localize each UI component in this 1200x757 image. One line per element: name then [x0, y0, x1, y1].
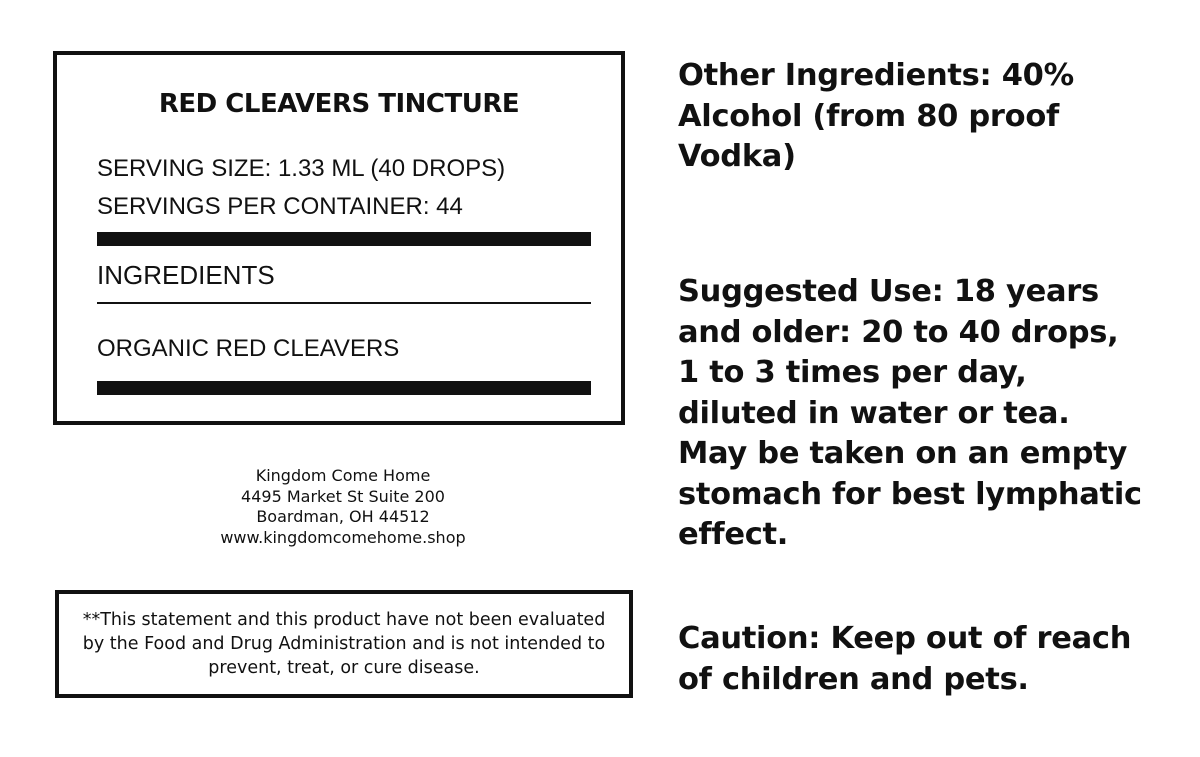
supplement-facts-panel [53, 51, 625, 425]
thick-divider-top [97, 232, 591, 246]
fda-disclaimer-box [55, 590, 633, 698]
ingredients-heading: INGREDIENTS [97, 260, 275, 290]
company-website: www.kingdomcomehome.shop [220, 527, 466, 547]
servings-per-container: SERVINGS PER CONTAINER: 44 [97, 193, 463, 220]
serving-size: SERVING SIZE: 1.33 ML (40 DROPS) [97, 155, 506, 182]
company-name: Kingdom Come Home [255, 466, 431, 485]
other-ingredients: Other Ingredients: 40% Alcohol (from 80 proof Vodka) [678, 58, 1074, 174]
thin-divider [97, 302, 591, 304]
company-address-line2: Boardman, OH 44512 [256, 507, 430, 526]
suggested-use: Suggested Use: 18 years and older: 20 to 40 drops, 1 to 3 times per day, diluted in water or tea. May be taken on an empty stomach for best lymphatic effect. [678, 274, 1142, 552]
company-address-line1: 4495 Market St Suite 200 [241, 486, 445, 506]
ingredient-item: ORGANIC RED CLEAVERS [97, 335, 400, 362]
company-info [190, 466, 496, 548]
thick-divider-bottom [97, 381, 591, 395]
caution-statement: Caution: Keep out of reach of children and pets. [678, 621, 1132, 697]
fda-disclaimer-text: **This statement and this product have not been evaluated by the Food and Drug Administration and is not intended to prevent, treat, or cure disease. [82, 610, 606, 678]
product-title: RED CLEAVERS TINCTURE [158, 89, 520, 119]
